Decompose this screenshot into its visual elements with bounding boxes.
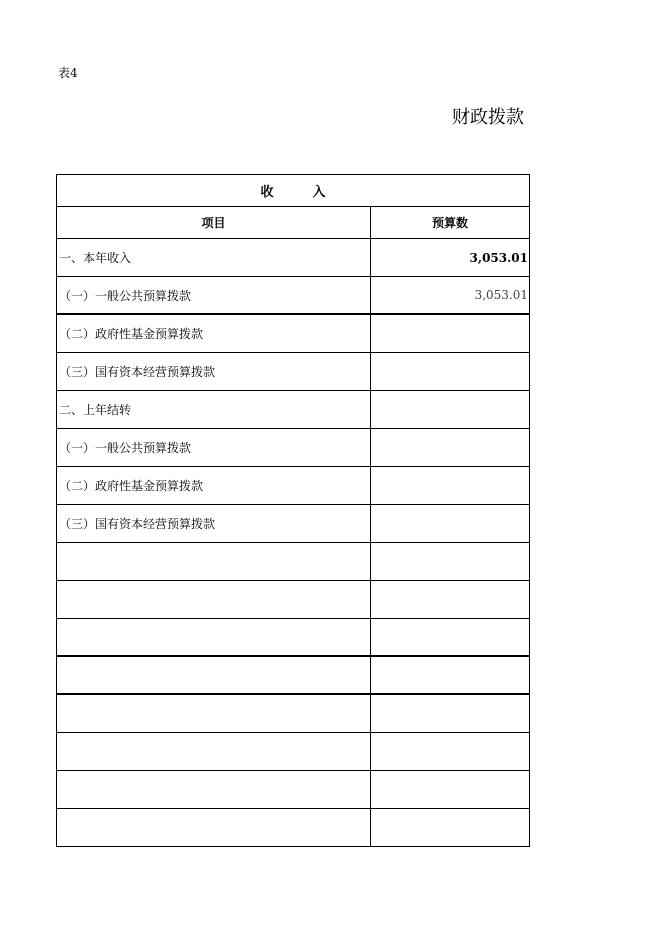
row-item-label: （三）国有资本经营预算拨款 xyxy=(57,353,371,390)
row-item-label: 二、上年结转 xyxy=(57,391,371,428)
table-row xyxy=(57,809,529,847)
table-row xyxy=(57,543,529,581)
row-item-label: （三）国有资本经营预算拨款 xyxy=(57,505,371,542)
table-row xyxy=(57,695,529,733)
column-header-row xyxy=(57,207,529,239)
section-header-row xyxy=(57,175,529,207)
table-row xyxy=(57,277,529,315)
row-item-label xyxy=(57,733,371,770)
page-title: 财政拨款 xyxy=(452,107,524,128)
table-row xyxy=(57,429,529,467)
row-amount-value xyxy=(371,315,529,352)
row-amount-value: 3,053.01 xyxy=(474,288,528,302)
row-item-label: （一）一般公共预算拨款 xyxy=(57,429,371,466)
row-amount-value xyxy=(371,353,529,390)
row-amount-value xyxy=(371,733,529,770)
table-row xyxy=(57,353,529,391)
row-amount-value xyxy=(371,657,529,693)
row-amount-value xyxy=(371,771,529,808)
row-amount-value xyxy=(371,505,529,542)
table-number: 表4 xyxy=(58,66,78,80)
row-amount-value xyxy=(371,391,529,428)
row-amount-value xyxy=(371,429,529,466)
row-item-label: （一）一般公共预算拨款 xyxy=(57,277,371,313)
row-item-label xyxy=(57,695,371,732)
table-row xyxy=(57,733,529,771)
row-item-label xyxy=(57,581,371,618)
table-row xyxy=(57,771,529,809)
table-row xyxy=(57,657,529,695)
row-amount-value xyxy=(371,543,529,580)
row-amount-value xyxy=(371,695,529,732)
table-row xyxy=(57,467,529,505)
row-amount-value xyxy=(371,467,529,504)
row-item-label xyxy=(57,543,371,580)
row-amount-value xyxy=(371,581,529,618)
table-row xyxy=(57,581,529,619)
budget-table xyxy=(56,174,530,847)
row-item-label: 一、本年收入 xyxy=(57,239,371,276)
row-amount-value xyxy=(371,619,529,655)
table-row xyxy=(57,505,529,543)
column-header-amount: 预算数 xyxy=(431,216,468,230)
row-item-label xyxy=(57,771,371,808)
row-amount-value xyxy=(371,809,529,846)
table-row xyxy=(57,391,529,429)
row-item-label xyxy=(57,619,371,655)
income-section-header: 收 入 xyxy=(260,185,326,200)
table-row xyxy=(57,315,529,353)
row-item-label xyxy=(57,657,371,693)
row-item-label xyxy=(57,809,371,846)
table-row xyxy=(57,239,529,277)
row-item-label: （二）政府性基金预算拨款 xyxy=(57,315,371,352)
row-amount-value: 3,053.01 xyxy=(469,250,528,265)
row-item-label: （二）政府性基金预算拨款 xyxy=(57,467,371,504)
column-header-item: 项目 xyxy=(57,207,371,238)
table-row xyxy=(57,619,529,657)
